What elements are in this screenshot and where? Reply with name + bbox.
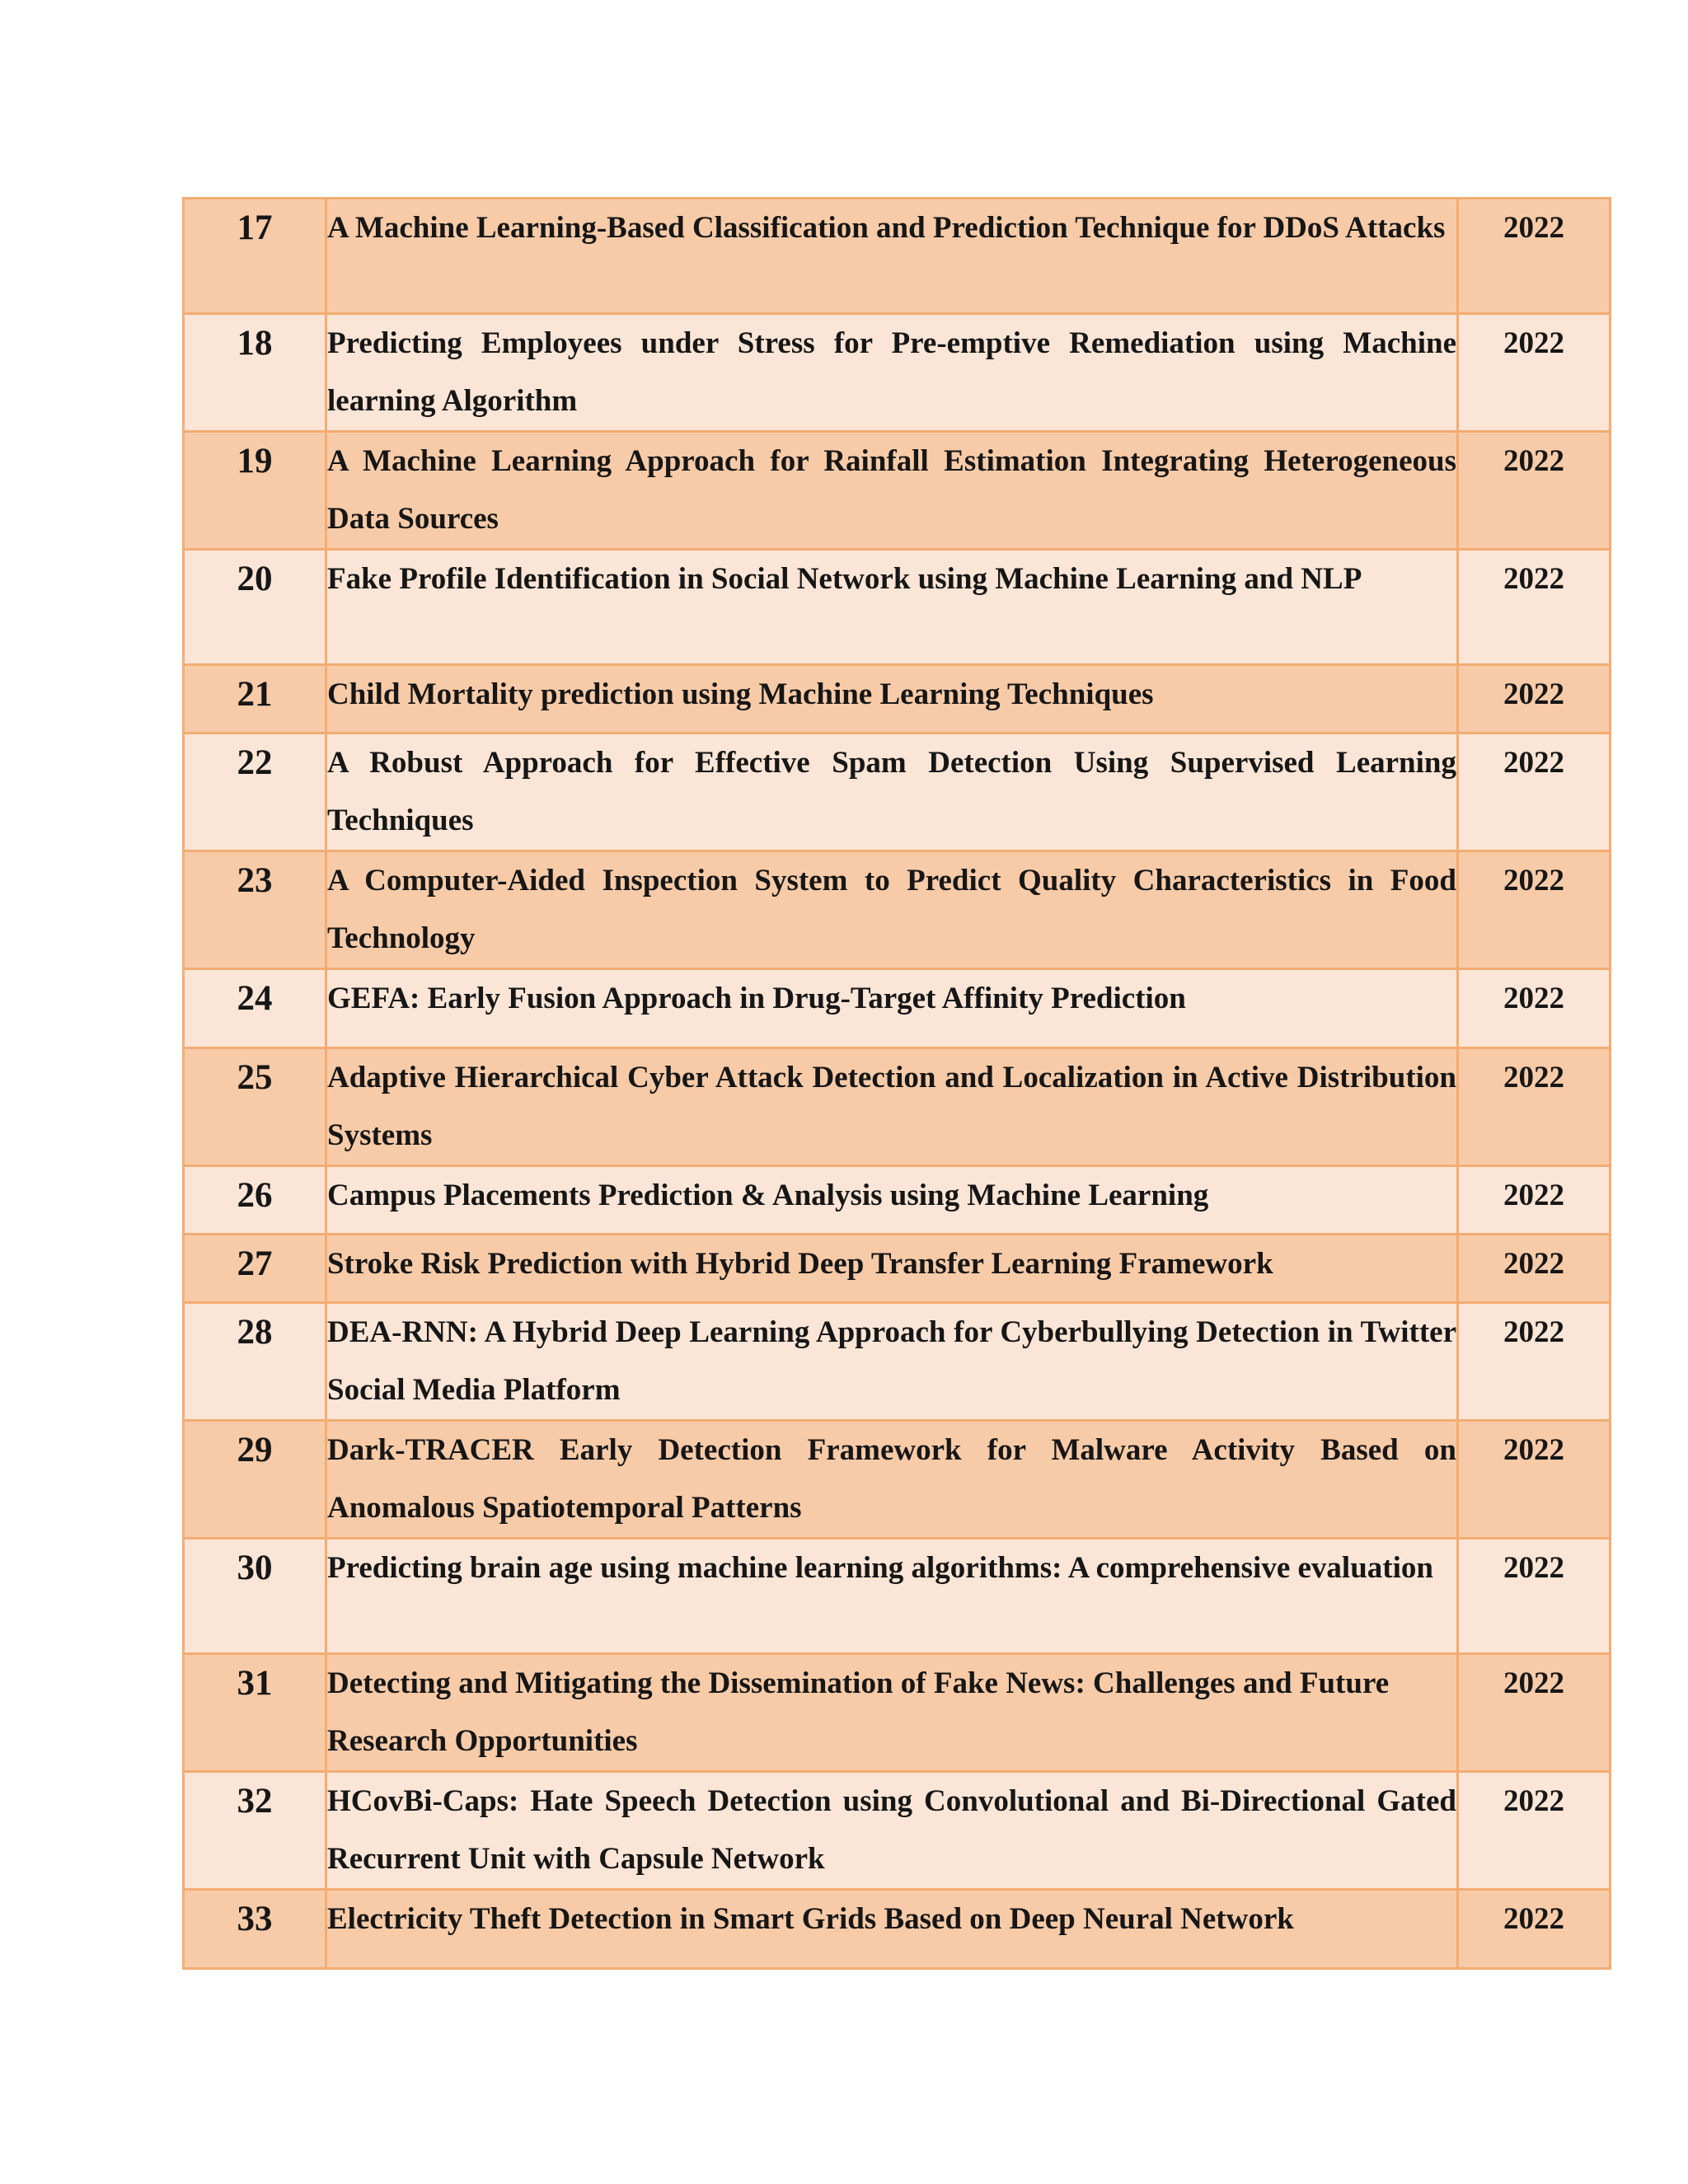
project-year: 2022: [1458, 1421, 1611, 1539]
table-row: [184, 1421, 1611, 1539]
project-title: Electricity Theft Detection in Smart Grids Based on Deep Neural Network: [326, 1890, 1458, 1969]
table-row: [184, 1235, 1611, 1303]
row-number: 21: [184, 665, 326, 733]
project-year: 2022: [1458, 851, 1611, 969]
row-number: 28: [184, 1303, 326, 1421]
table-row: [184, 1772, 1611, 1890]
project-year: 2022: [1458, 665, 1611, 733]
row-number: 27: [184, 1235, 326, 1303]
table-row: [184, 550, 1611, 665]
project-year: 2022: [1458, 1772, 1611, 1890]
row-number: 32: [184, 1772, 326, 1890]
table-row: [184, 969, 1611, 1048]
project-title: Stroke Risk Prediction with Hybrid Deep Transfer Learning Framework: [326, 1235, 1458, 1303]
project-year: 2022: [1458, 1654, 1611, 1772]
project-title: GEFA: Early Fusion Approach in Drug-Target Affinity Prediction: [326, 969, 1458, 1048]
table-row: [184, 1048, 1611, 1166]
row-number: 24: [184, 969, 326, 1048]
table-row: [184, 665, 1611, 733]
table-row: [184, 432, 1611, 550]
row-number: 29: [184, 1421, 326, 1539]
row-number: 30: [184, 1539, 326, 1654]
row-number: 31: [184, 1654, 326, 1772]
table-row: [184, 1166, 1611, 1235]
table-row: [184, 314, 1611, 432]
project-list-table: [182, 197, 1611, 1970]
row-number: 17: [184, 199, 326, 314]
project-year: 2022: [1458, 550, 1611, 665]
table-row: [184, 199, 1611, 314]
row-number: 20: [184, 550, 326, 665]
project-title: Campus Placements Prediction & Analysis using Machine Learning: [326, 1166, 1458, 1235]
row-number: 26: [184, 1166, 326, 1235]
project-title: Child Mortality prediction using Machine Learning Techniques: [326, 665, 1458, 733]
project-title: A Computer-Aided Inspection System to Predict Quality Characteristics in Food Technology: [326, 851, 1458, 969]
project-year: 2022: [1458, 733, 1611, 851]
project-title: Predicting brain age using machine learning algorithms: A comprehensive evaluation: [326, 1539, 1458, 1654]
row-number: 33: [184, 1890, 326, 1969]
project-year: 2022: [1458, 432, 1611, 550]
table-row: [184, 1539, 1611, 1654]
project-year: 2022: [1458, 1166, 1611, 1235]
row-number: 19: [184, 432, 326, 550]
project-title: Detecting and Mitigating the Dissemination of Fake News: Challenges and Future Research Opportunities: [326, 1654, 1458, 1772]
row-number: 22: [184, 733, 326, 851]
project-title: A Machine Learning-Based Classification and Prediction Technique for DDoS Attacks: [326, 199, 1458, 314]
table-row: [184, 1890, 1611, 1969]
project-year: 2022: [1458, 1303, 1611, 1421]
project-title: DEA-RNN: A Hybrid Deep Learning Approach for Cyberbullying Detection in Twitter Social Media Platform: [326, 1303, 1458, 1421]
project-title: A Machine Learning Approach for Rainfall Estimation Integrating Heterogeneous Data Sources: [326, 432, 1458, 550]
project-year: 2022: [1458, 199, 1611, 314]
table-row: [184, 851, 1611, 969]
project-title: Adaptive Hierarchical Cyber Attack Detection and Localization in Active Distribution Systems: [326, 1048, 1458, 1166]
row-number: 18: [184, 314, 326, 432]
project-title: Fake Profile Identification in Social Network using Machine Learning and NLP: [326, 550, 1458, 665]
project-year: 2022: [1458, 1890, 1611, 1969]
project-year: 2022: [1458, 969, 1611, 1048]
row-number: 25: [184, 1048, 326, 1166]
project-year: 2022: [1458, 1235, 1611, 1303]
project-year: 2022: [1458, 1539, 1611, 1654]
project-year: 2022: [1458, 1048, 1611, 1166]
table-row: [184, 1303, 1611, 1421]
project-year: 2022: [1458, 314, 1611, 432]
row-number: 23: [184, 851, 326, 969]
project-title: HCovBi-Caps: Hate Speech Detection using Convolutional and Bi-Directional Gated Recurrent Unit with Capsule Network: [326, 1772, 1458, 1890]
project-title: A Robust Approach for Effective Spam Detection Using Supervised Learning Techniques: [326, 733, 1458, 851]
project-title: Dark-TRACER Early Detection Framework for Malware Activity Based on Anomalous Spatiotemporal Patterns: [326, 1421, 1458, 1539]
table-row: [184, 1654, 1611, 1772]
table-row: [184, 733, 1611, 851]
project-title: Predicting Employees under Stress for Pre-emptive Remediation using Machine learning Algorithm: [326, 314, 1458, 432]
